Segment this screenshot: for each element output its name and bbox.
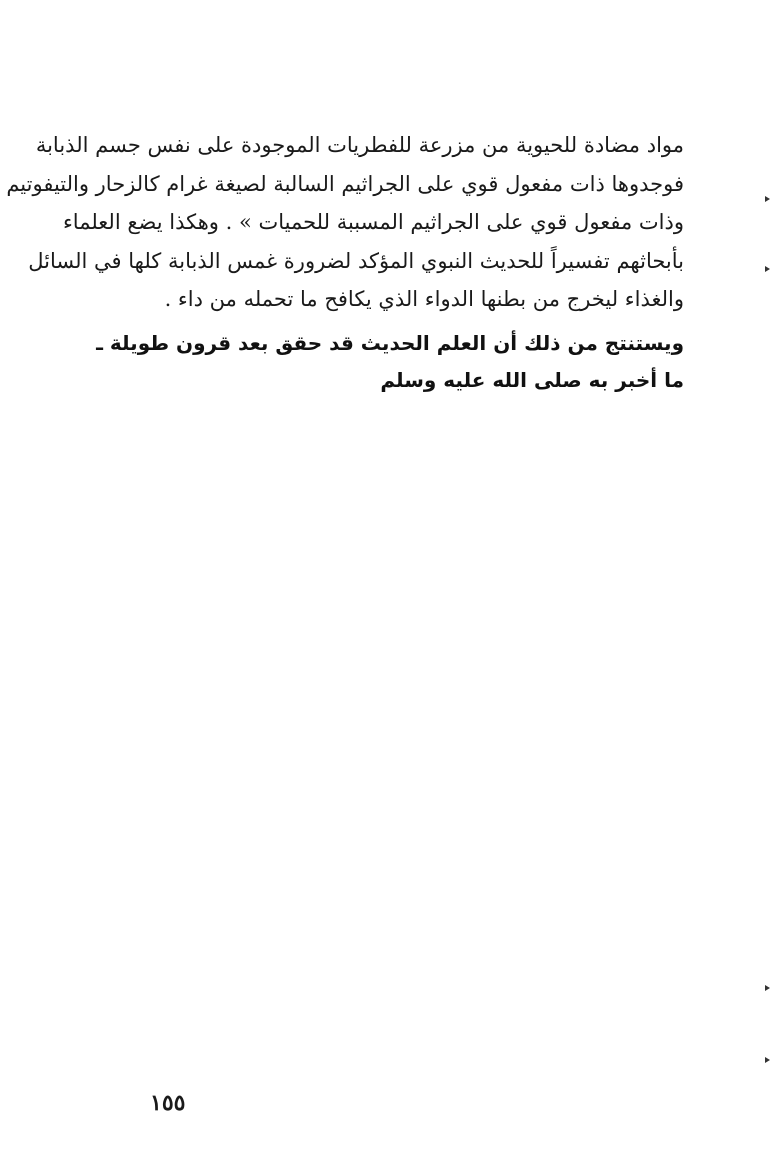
paragraph-2-line-2: ما أخبر به صلى الله عليه وسلم	[380, 367, 684, 392]
scan-edge-mark	[765, 196, 770, 202]
paragraph-1-line-1: مواد مضادة للحيوية من مزرعة للفطريات الموجودة على نفس جسم الذبابة	[35, 133, 684, 157]
scan-edge-mark	[765, 985, 770, 991]
paragraph-1-line-4: بأبحاثهم تفسيراً للحديث النبوي المؤكد لضرورة غمس الذبابة كلها في السائل	[28, 248, 684, 273]
body-text	[6, 126, 684, 399]
scan-edge-mark	[765, 1057, 770, 1063]
paragraph-2-line-1: ويستنتج من ذلك أن العلم الحديث قد حقق بعد قرون طويلة ـ	[96, 330, 684, 355]
paragraph-1-line-5: والغذاء ليخرج من بطنها الدواء الذي يكافح ما تحمله من داء .	[164, 287, 684, 311]
scan-edge-mark	[765, 266, 770, 272]
paragraph-1-line-2: فوجدوها ذات مفعول قوي على الجراثيم السالبة لصيغة غرام كالزحار والتيفوتيم	[6, 171, 684, 196]
paragraph-1-line-3: وذات مفعول قوي على الجراثيم المسببة للحميات » . وهكذا يضع العلماء	[62, 210, 684, 234]
page-number: ١٥٥	[150, 1090, 186, 1116]
